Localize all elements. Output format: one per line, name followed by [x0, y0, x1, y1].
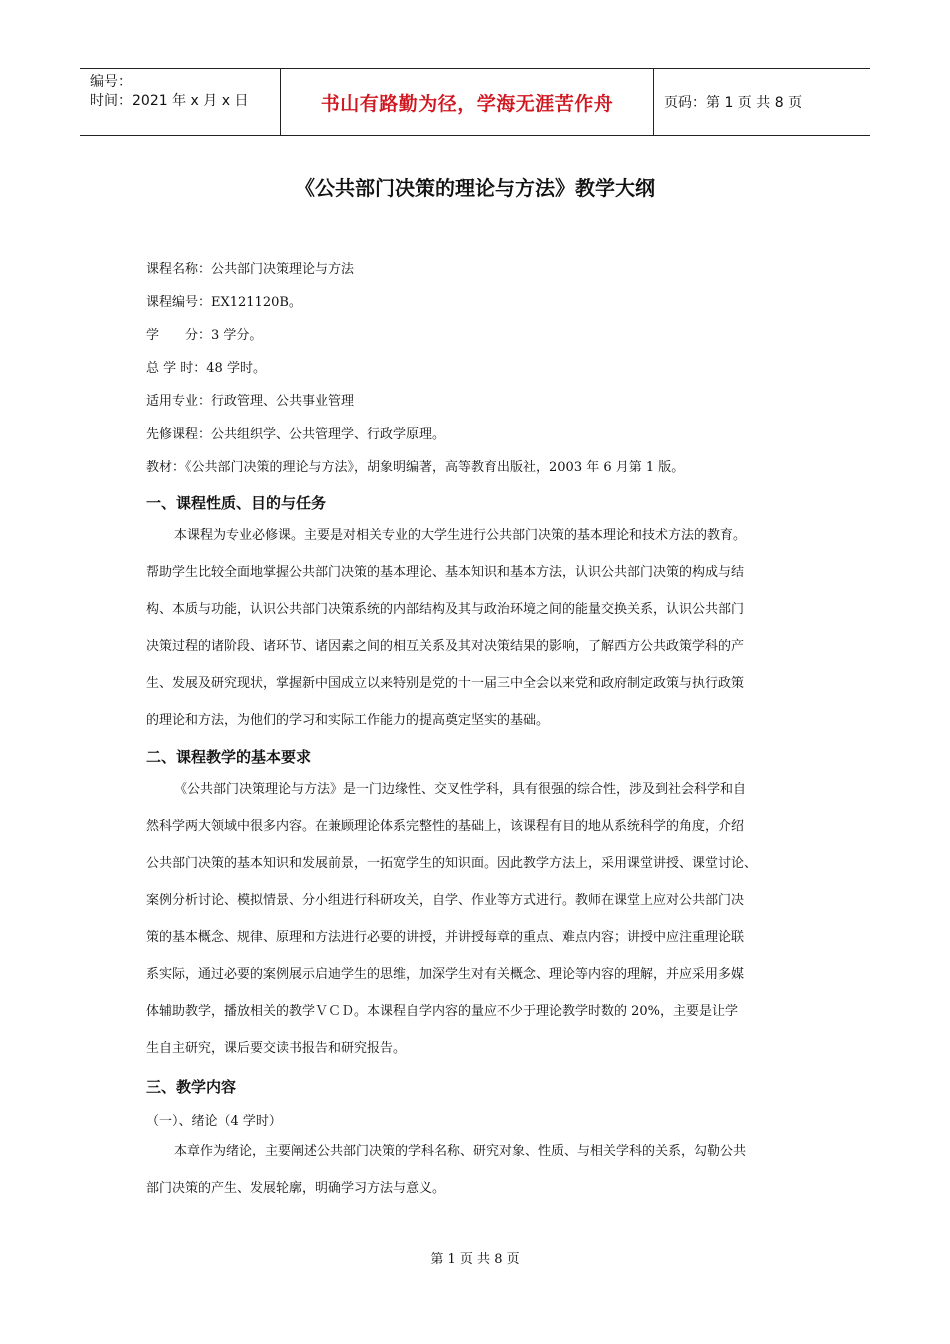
paragraph-line: 公共部门决策的基本知识和发展前景，一拓宽学生的知识面。因此教学方法上，采用课堂讲授、课堂讨论、 — [146, 856, 758, 871]
section-heading-1: 一、课程性质、目的与任务 — [146, 494, 327, 512]
meta-course-code: 课程编号：EX121120B。 — [146, 295, 302, 310]
meta-textbook: 教材：《公共部门决策的理论与方法》，胡象明编著，高等教育出版社，2003 年 6 月第 1 版。 — [146, 460, 685, 475]
meta-prerequisites: 先修课程：公共组织学、公共管理学、行政学原理。 — [146, 427, 446, 442]
paragraph-line: 《公共部门决策理论与方法》是一门边缘性、交叉性学科，具有很强的综合性，涉及到社会科学和自 — [174, 782, 747, 797]
paragraph-line: 生自主研究，课后要交读书报告和研究报告。 — [146, 1041, 407, 1056]
paragraph-line: 部门决策的产生、发展轮廓，明确学习方法与意义。 — [146, 1181, 446, 1196]
paragraph-line: 决策过程的诸阶段、诸环节、诸因素之间的相互关系及其对决策结果的影响，了解西方公共政策学科的产 — [146, 639, 745, 654]
paragraph-line: 帮助学生比较全面地掌握公共部门决策的基本理论、基本知识和基本方法，认识公共部门决策的构成与结 — [146, 565, 745, 580]
meta-credits: 学 分：3 学分。 — [146, 328, 263, 343]
paragraph-line: 本课程为专业必修课。主要是对相关专业的大学生进行公共部门决策的基本理论和技术方法的教育。 — [174, 528, 747, 543]
paragraph-line: 案例分析讨论、模拟情景、分小组进行科研攻关，自学、作业等方式进行。教师在课堂上应对公共部门决 — [146, 893, 745, 908]
meta-majors: 适用专业：行政管理、公共事业管理 — [146, 394, 355, 409]
meta-total-hours: 总 学 时：48 学时。 — [146, 361, 266, 376]
time-label: 时间：2021 年 x 月 x 日 — [90, 93, 249, 109]
paragraph-line: 体辅助教学，播放相关的教学ＶＣＤ。本课程自学内容的量应不少于理论教学时数的 20%，主要是让学 — [146, 1004, 739, 1019]
subsection-heading: （一）、绪论（4 学时） — [146, 1114, 282, 1129]
meta-course-name: 课程名称：公共部门决策理论与方法 — [146, 262, 355, 277]
paragraph-line: 构、本质与功能，认识公共部门决策系统的内部结构及其与政治环境之间的能量交换关系，认识公共部门 — [146, 602, 745, 617]
header-left-cell — [80, 69, 280, 135]
page-info: 页码：第 1 页 共 8 页 — [664, 95, 803, 111]
section-1-body — [146, 526, 810, 748]
document-title: 《公共部门决策的理论与方法》教学大纲 — [295, 176, 655, 200]
page-footer: 第 1 页 共 8 页 — [430, 1252, 520, 1267]
section-3-body — [146, 1142, 810, 1216]
paragraph-line: 然科学两大领域中很多内容。在兼顾理论体系完整性的基础上，该课程有目的地从系统科学的角度，介绍 — [146, 819, 745, 834]
header-table — [80, 68, 870, 136]
paragraph-line: 策的基本概念、规律、原理和方法进行必要的讲授，并讲授每章的重点、难点内容；讲授中应注重理论联 — [146, 930, 745, 945]
paragraph-line: 本章作为绪论，主要阐述公共部门决策的学科名称、研究对象、性质、与相关学科的关系，勾勒公共 — [174, 1144, 747, 1159]
header-motto-cell — [280, 69, 654, 135]
header-page-cell — [654, 69, 870, 135]
paragraph-line: 生、发展及研究现状，掌握新中国成立以来特别是党的十一届三中全会以来党和政府制定政策与执行政策 — [146, 676, 745, 691]
section-heading-2: 二、课程教学的基本要求 — [146, 748, 312, 766]
section-heading-3: 三、教学内容 — [146, 1078, 237, 1096]
paragraph-line: 系实际，通过必要的案例展示启迪学生的思维，加深学生对有关概念、理论等内容的理解，并应采用多媒 — [146, 967, 745, 982]
paragraph-line: 的理论和方法，为他们的学习和实际工作能力的提高奠定坚实的基础。 — [146, 713, 550, 728]
section-2-body — [146, 780, 810, 1076]
number-label: 编号： — [90, 74, 132, 90]
motto-text: 书山有路勤为径，学海无涯苦作舟 — [320, 92, 614, 115]
